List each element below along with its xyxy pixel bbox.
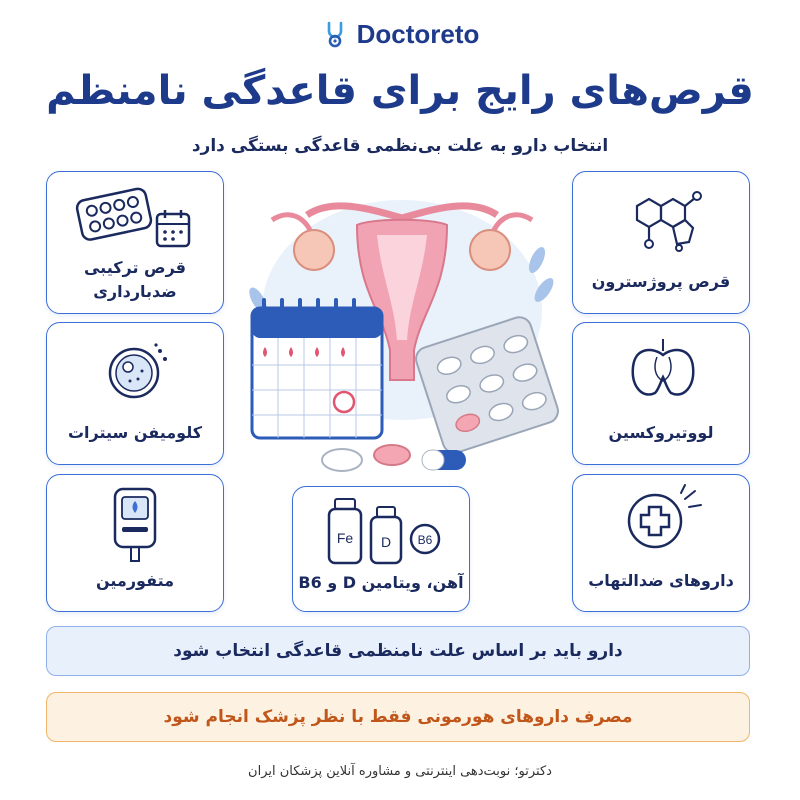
card-combined-pill: [46, 171, 224, 314]
card-progesterone-label: قرص پروژسترون: [591, 272, 731, 291]
card-combined-pill-label-line2: ضدبارداری: [93, 282, 177, 301]
info-banner: [46, 626, 750, 676]
info-banner-text: دارو باید بر اساس علت نامنظمی قاعدگی انتخاب شود: [173, 641, 623, 661]
card-clomiphene-label: کلومیفن سیترات: [67, 423, 203, 442]
card-iron-vitamins: [292, 486, 470, 612]
card-metformin: [46, 474, 224, 612]
card-levothyroxine: [572, 322, 750, 465]
warning-banner: [46, 692, 750, 742]
card-combined-pill-label-line1: قرص ترکیبی: [83, 258, 187, 277]
bottle-d-label: D: [380, 534, 392, 550]
card-metformin-label: متفورمین: [95, 571, 175, 590]
glucose-meter-icon: [107, 485, 167, 565]
pill-blister-calendar-icon: [75, 184, 195, 254]
page-subtitle: انتخاب دارو به علت بی‌نظمی قاعدگی بستگی دارد: [191, 136, 609, 156]
brand-logo: [0, 14, 800, 54]
card-anti-inflammatory-label: داروهای ضدالتهاب: [588, 571, 734, 590]
badge-b6-label: B6: [417, 533, 433, 547]
supplement-bottles-icon: [325, 495, 445, 567]
card-iron-vitamins-label: آهن، ویتامین D و B6: [298, 573, 464, 592]
bottle-fe-label: Fe: [336, 530, 354, 546]
card-anti-inflammatory: [572, 474, 750, 612]
loose-pills-illustration: [322, 445, 466, 471]
card-clomiphene: [46, 322, 224, 465]
egg-cell-icon: [102, 337, 172, 407]
card-progesterone: [572, 171, 750, 314]
molecule-icon: [623, 186, 703, 256]
medical-cross-icon: [621, 483, 705, 555]
footer-text: دکترتو؛ نوبت‌دهی اینترنتی و مشاوره آنلاین پزشکان ایران: [248, 764, 552, 779]
brand-name: Doctoreto: [356, 18, 480, 49]
card-levothyroxine-label: لووتیروکسین: [608, 423, 714, 442]
central-illustration: [232, 180, 570, 480]
stethoscope-icon: [321, 19, 351, 49]
warning-banner-text: مصرف داروهای هورمونی فقط با نظر پزشک انجام شود: [163, 707, 633, 727]
page-title: قرص‌های رایج برای قاعدگی نامنظم: [46, 68, 754, 114]
thyroid-icon: [623, 337, 703, 407]
calendar-illustration: [252, 298, 382, 438]
